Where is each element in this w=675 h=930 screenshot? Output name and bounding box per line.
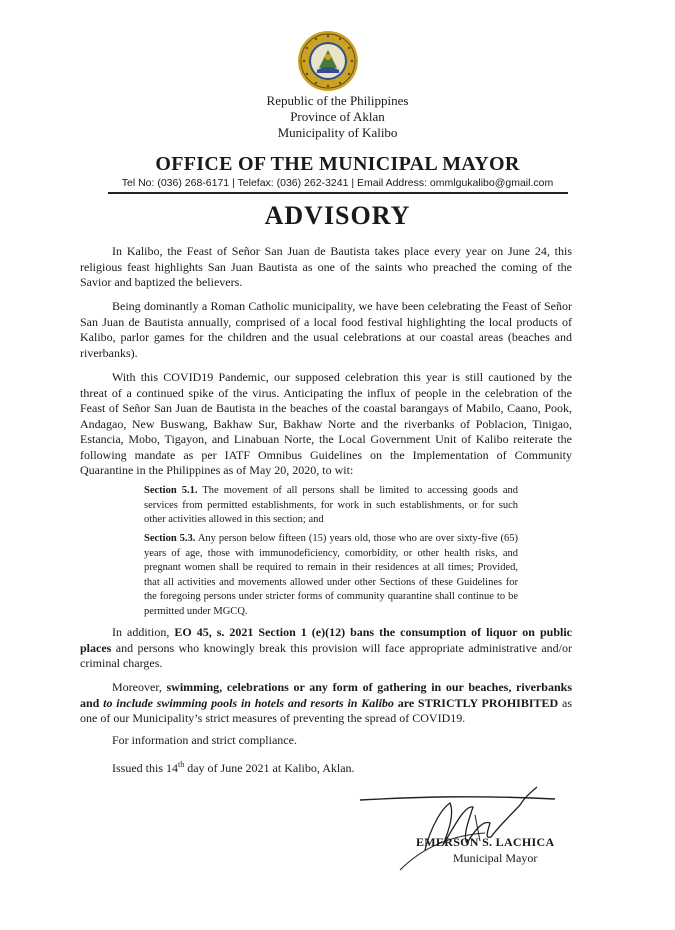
section-5-3 [144,532,518,619]
document-title: ADVISORY [264,201,411,230]
paragraph-6: For information and strict compliance. [112,733,297,747]
section-5-3-label: Section 5.3. [144,533,196,544]
section-5-1-text: The movement of all persons shall be limited to accessing goods and services from permitted establishments, for work in such establishments, or for such other activities allowed in this section; and [144,485,518,525]
prohibition-text: are STRICTLY PROHIBITED [393,695,559,710]
municipality-line: Municipality of Kalibo [277,125,398,140]
contact-line: Tel No: (036) 268-6171 | Telefax: (036) 262-3241 | Email Address: ommlgukalibo@gmail.com [121,177,554,189]
liquor-ban-text: EO 45, s. 2021 Section 1 (e)(12) bans the consumption of liquor on public places [80,625,572,655]
municipal-seal-icon [297,30,359,92]
section-5-1-label: Section 5.1. [144,485,198,496]
paragraph-2: Being dominantly a Roman Catholic municipality, we have been celebrating the Feast of Señor San Juan de Bautista annually, comprised of a local food festival highlighting the local products of Kalibo, parlor games for the children and the usual celebrations at our coastal areas (beaches and riverbanks). [80,299,572,360]
section-5-1 [144,484,518,528]
paragraph-4: In addition, EO 45, s. 2021 Section 1 (e)(12) bans the consumption of liquor on public places and persons who knowingly break this provision will face appropriate administrative and/or criminal charges. [80,625,572,670]
issued-date: Issued this 14th day of June 2021 at Kalibo, Aklan. [112,760,355,775]
province-line: Province of Aklan [290,109,385,124]
paragraph-1: In Kalibo, the Feast of Señor San Juan de Bautista takes place every year on June 24, this religious feast highlights San Juan Bautista as one of the saints who preached the coming of the Savior and baptized the believers. [80,244,572,289]
header-divider [108,192,568,194]
letterhead [0,93,675,141]
paragraph-3: With this COVID19 Pandemic, our supposed celebration this year is still cautioned by the threat of a continued spike of the virus. Anticipating the influx of people in the celebration of the Feast of Señor San Juan de Bautista in the beaches of the coastal barangays of Mabilo, Caano, Pook, Andagao, New Buswang, Bakhaw Sur, Bakhaw Norte and the riverbanks of Poblacion, Tinigao, Estancia, Mobo, Tigayon, and Linabuan Norte, the Local Government Unit of Kalibo reiterate the following mandate as per IATF Omnibus Guidelines on the Implementation of Community Quarantine in the Philippines as of May 20, 2020, to wit: [80,370,572,477]
signatory-name: EMERSON S. LACHICA [416,835,555,849]
signatory-title: Municipal Mayor [453,851,538,865]
republic-line: Republic of the Philippines [266,93,409,108]
signature-icon [355,775,595,885]
section-5-3-text: Any person below fifteen (15) years old, those who are over sixty-five (65) years of age, those with immunodeficiency, comorbidity, or other health risks, and pregnant women shall be required to remain in their residences at all times; Provided, that all activities and movements allowed under other Sections of these Guidelines for the foregoing persons under stricter forms of community quarantine shall continue to be permitted under MGCQ. [144,533,518,617]
paragraph-5: Moreover, swimming, celebrations or any form of gathering in our beaches, riverbanks and to include swimming pools in hotels and resorts in Kalibo are STRICTLY PROHIBITED as one of our Municipality’s strict measures of preventing the spread of COVID19. [80,680,572,725]
office-title: OFFICE OF THE MUNICIPAL MAYOR [155,153,520,175]
